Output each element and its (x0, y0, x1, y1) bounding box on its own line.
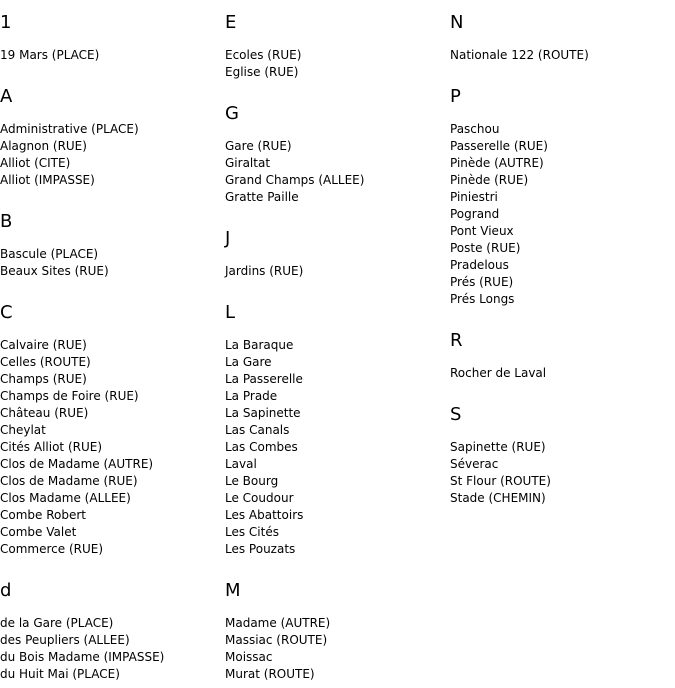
group-letter: C (0, 302, 13, 323)
street-item: 19 Mars (PLACE) (0, 48, 100, 62)
street-item: Champs de Foire (RUE) (0, 389, 139, 403)
street-item: Ecoles (RUE) (225, 48, 302, 62)
street-list (225, 138, 364, 206)
street-list (225, 263, 303, 280)
street-item: Laval (225, 457, 257, 471)
street-item: Cheylat (0, 423, 46, 437)
street-item: Nationale 122 (ROUTE) (450, 48, 589, 62)
street-item: Gratte Paille (225, 190, 299, 204)
street-list (225, 615, 330, 683)
group-letter: 1 (0, 12, 12, 33)
street-list (0, 121, 139, 189)
letter-group-e (225, 12, 302, 79)
street-item: Champs (RUE) (0, 372, 87, 386)
street-item: Stade (CHEMIN) (450, 491, 546, 505)
street-item: du Huit Mai (PLACE) (0, 667, 120, 681)
group-letter: M (225, 580, 241, 601)
street-item: Les Abattoirs (225, 508, 304, 522)
street-item: Calvaire (RUE) (0, 338, 87, 352)
letter-group-j (225, 228, 304, 278)
street-item: Combe Robert (0, 508, 87, 522)
street-list (0, 615, 164, 683)
street-item: du Bois Madame (IMPASSE) (0, 650, 165, 664)
street-list (0, 47, 99, 64)
group-letter: E (225, 12, 237, 33)
street-item: Les Pouzats (225, 542, 296, 556)
street-item: Pont Vieux (450, 224, 514, 238)
street-item: Clos de Madame (AUTRE) (0, 457, 154, 471)
street-item: Rocher de Laval (450, 366, 547, 380)
letter-group-r (450, 330, 547, 380)
group-letter: L (225, 302, 236, 323)
street-item: La Passerelle (225, 372, 303, 386)
street-item: Les Cités (225, 525, 279, 539)
group-letter: N (450, 12, 464, 33)
street-item: Beaux Sites (RUE) (0, 264, 109, 278)
street-item: Las Canals (225, 423, 290, 437)
street-item: Prés (RUE) (450, 275, 514, 289)
street-item: Commerce (RUE) (0, 542, 104, 556)
group-letter: d (0, 580, 12, 601)
letter-group-c (0, 302, 154, 556)
street-item: Alliot (IMPASSE) (0, 173, 95, 187)
street-list (450, 439, 551, 507)
letter-group-l (225, 302, 304, 556)
street-list (225, 47, 301, 81)
letter-group-1 (0, 12, 100, 62)
street-item: Pogrand (450, 207, 500, 221)
street-item: Combe Valet (0, 525, 77, 539)
street-item: La Sapinette (225, 406, 301, 420)
letter-group-b (0, 211, 109, 278)
street-item: Bascule (PLACE) (0, 247, 99, 261)
street-item: Eglise (RUE) (225, 65, 299, 79)
street-item: Alagnon (RUE) (0, 139, 87, 153)
street-item: Administrative (PLACE) (0, 122, 139, 136)
letter-group-s (450, 404, 551, 505)
street-list (450, 365, 546, 382)
street-list (225, 337, 303, 558)
street-item: Giraltat (225, 156, 271, 170)
group-letter: A (0, 86, 13, 107)
street-item: Poste (RUE) (450, 241, 521, 255)
street-item: de la Gare (PLACE) (0, 616, 114, 630)
street-item: Séverac (450, 457, 499, 471)
street-item: Grand Champs (ALLEE) (225, 173, 365, 187)
street-item: Moissac (225, 650, 273, 664)
letter-group-m (225, 580, 331, 681)
street-item: Murat (ROUTE) (225, 667, 315, 681)
street-item: Prés Longs (450, 292, 515, 306)
street-item: La Baraque (225, 338, 294, 352)
letter-group-n (450, 12, 589, 62)
street-item: Massiac (ROUTE) (225, 633, 328, 647)
group-letter: G (225, 103, 239, 124)
street-item: Gare (RUE) (225, 139, 292, 153)
group-letter: J (225, 228, 231, 249)
street-item: Jardins (RUE) (225, 264, 304, 278)
letter-group-a (0, 86, 139, 187)
street-item: St Flour (ROUTE) (450, 474, 551, 488)
street-item: Pinède (AUTRE) (450, 156, 544, 170)
street-item: Clos de Madame (RUE) (0, 474, 138, 488)
letter-group-p (450, 86, 548, 306)
street-item: Pinède (RUE) (450, 173, 529, 187)
group-letter: P (450, 86, 461, 107)
street-item: Sapinette (RUE) (450, 440, 546, 454)
street-item: Clos Madame (ALLEE) (0, 491, 131, 505)
street-list (0, 246, 109, 280)
street-item: Le Bourg (225, 474, 279, 488)
street-item: Celles (ROUTE) (0, 355, 91, 369)
street-item: Château (RUE) (0, 406, 89, 420)
street-item: Madame (AUTRE) (225, 616, 331, 630)
letter-group-d (0, 580, 165, 681)
street-list (450, 121, 548, 308)
group-letter: R (450, 330, 463, 351)
street-item: Las Combes (225, 440, 298, 454)
street-item: Passerelle (RUE) (450, 139, 548, 153)
street-item: Piniestri (450, 190, 498, 204)
street-item: Paschou (450, 122, 500, 136)
street-item: Le Coudour (225, 491, 294, 505)
street-item: La Prade (225, 389, 278, 403)
group-letter: S (450, 404, 462, 425)
street-item: Pradelous (450, 258, 509, 272)
street-item: Cités Alliot (RUE) (0, 440, 103, 454)
street-list (450, 47, 589, 64)
street-item: Alliot (CITE) (0, 156, 71, 170)
letter-group-g (225, 103, 365, 204)
group-letter: B (0, 211, 13, 232)
street-item: La Gare (225, 355, 272, 369)
street-list (0, 337, 153, 558)
street-item: des Peupliers (ALLEE) (0, 633, 130, 647)
